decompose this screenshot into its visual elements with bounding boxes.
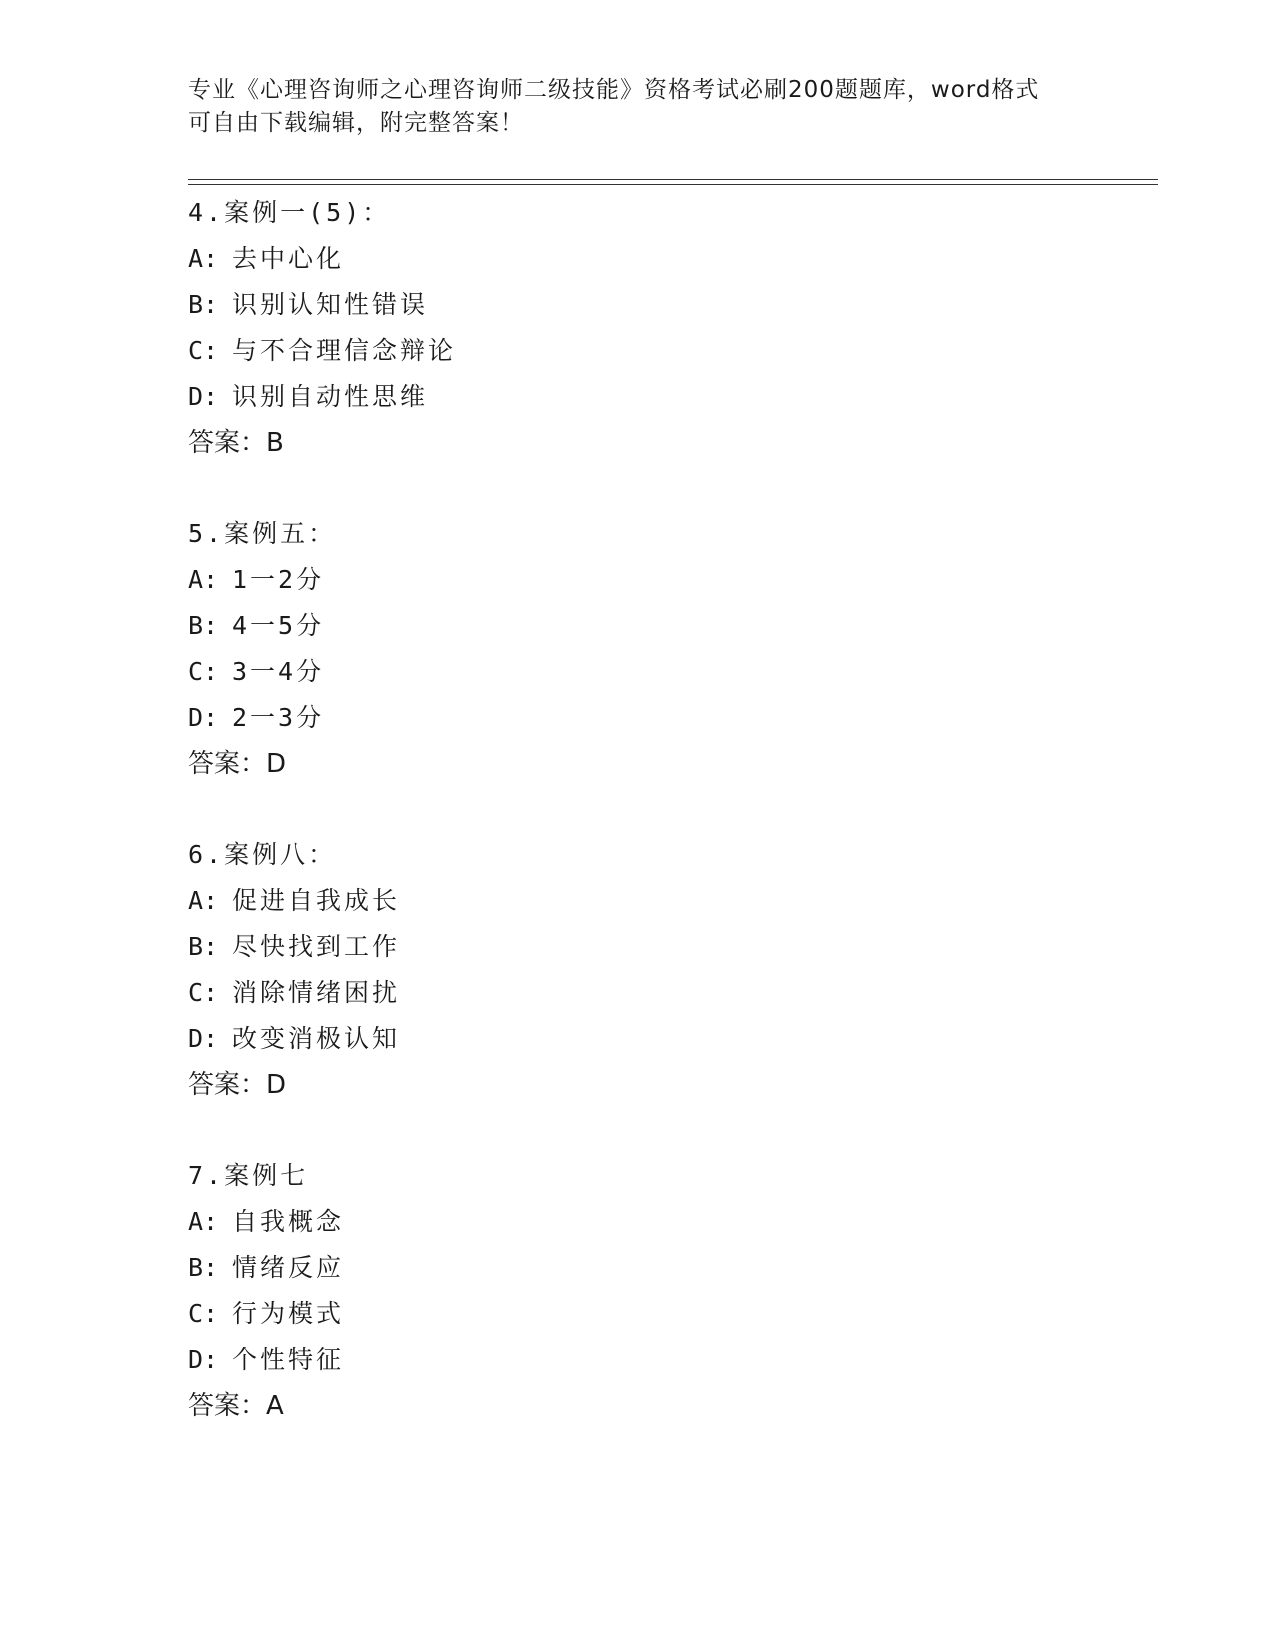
option-text: 去中心化 [232,244,345,273]
question-title: 7.案例七 [188,1161,309,1190]
option-text: 尽快找到工作 [232,932,401,961]
option-text: 4一5分 [232,611,325,640]
option-text: 2一3分 [232,703,325,732]
option-c [188,649,1088,695]
question-7 [188,1153,1088,1429]
option-text: 识别认知性错误 [232,290,429,319]
option-key: C: [188,657,219,686]
option-key: C: [188,978,219,1007]
answer: 答案：D [188,749,287,779]
option-key: D: [188,1345,219,1374]
document-header [188,74,1088,140]
option-key: B: [188,932,219,961]
answer: 答案：B [188,428,284,458]
option-text: 改变消极认知 [232,1024,401,1053]
option-text: 行为模式 [232,1299,345,1328]
option-text: 情绪反应 [232,1253,345,1282]
option-key: A: [188,886,219,915]
option-b [188,1245,1088,1291]
option-text: 识别自动性思维 [232,382,429,411]
option-key: C: [188,336,219,365]
option-key: D: [188,1024,219,1053]
header-line-2: 可自由下载编辑，附完整答案！ [188,110,524,136]
option-c [188,1291,1088,1337]
option-a [188,878,1088,924]
question-title: 5.案例五： [188,519,337,548]
option-key: D: [188,382,219,411]
option-key: C: [188,1299,219,1328]
question-5 [188,511,1088,787]
header-rule-bottom [188,184,1158,185]
option-c [188,970,1088,1016]
option-key: B: [188,611,219,640]
option-text: 促进自我成长 [232,886,401,915]
option-a [188,557,1088,603]
option-d [188,1016,1088,1062]
option-b [188,603,1088,649]
option-a [188,1199,1088,1245]
option-key: B: [188,290,219,319]
option-a [188,236,1088,282]
option-text: 与不合理信念辩论 [232,336,457,365]
option-key: A: [188,565,219,594]
option-text: 3一4分 [232,657,325,686]
question-list [188,190,1088,1429]
option-text: 消除情绪困扰 [232,978,401,1007]
question-4 [188,190,1088,466]
header-rule-top [188,179,1158,180]
option-text: 1一2分 [232,565,325,594]
option-key: B: [188,1253,219,1282]
option-b [188,282,1088,328]
option-key: A: [188,244,219,273]
option-text: 自我概念 [232,1207,345,1236]
option-d [188,1337,1088,1383]
option-c [188,328,1088,374]
option-b [188,924,1088,970]
option-key: D: [188,703,219,732]
option-d [188,695,1088,741]
question-title: 6.案例八： [188,840,337,869]
question-title: 4.案例一(5)： [188,198,391,227]
option-d [188,374,1088,420]
header-line-1: 专业《心理咨询师之心理咨询师二级技能》资格考试必刷200题题库，word格式 [188,77,1040,103]
answer: 答案：D [188,1070,287,1100]
option-key: A: [188,1207,219,1236]
option-text: 个性特征 [232,1345,345,1374]
answer: 答案：A [188,1391,284,1421]
question-6 [188,832,1088,1108]
